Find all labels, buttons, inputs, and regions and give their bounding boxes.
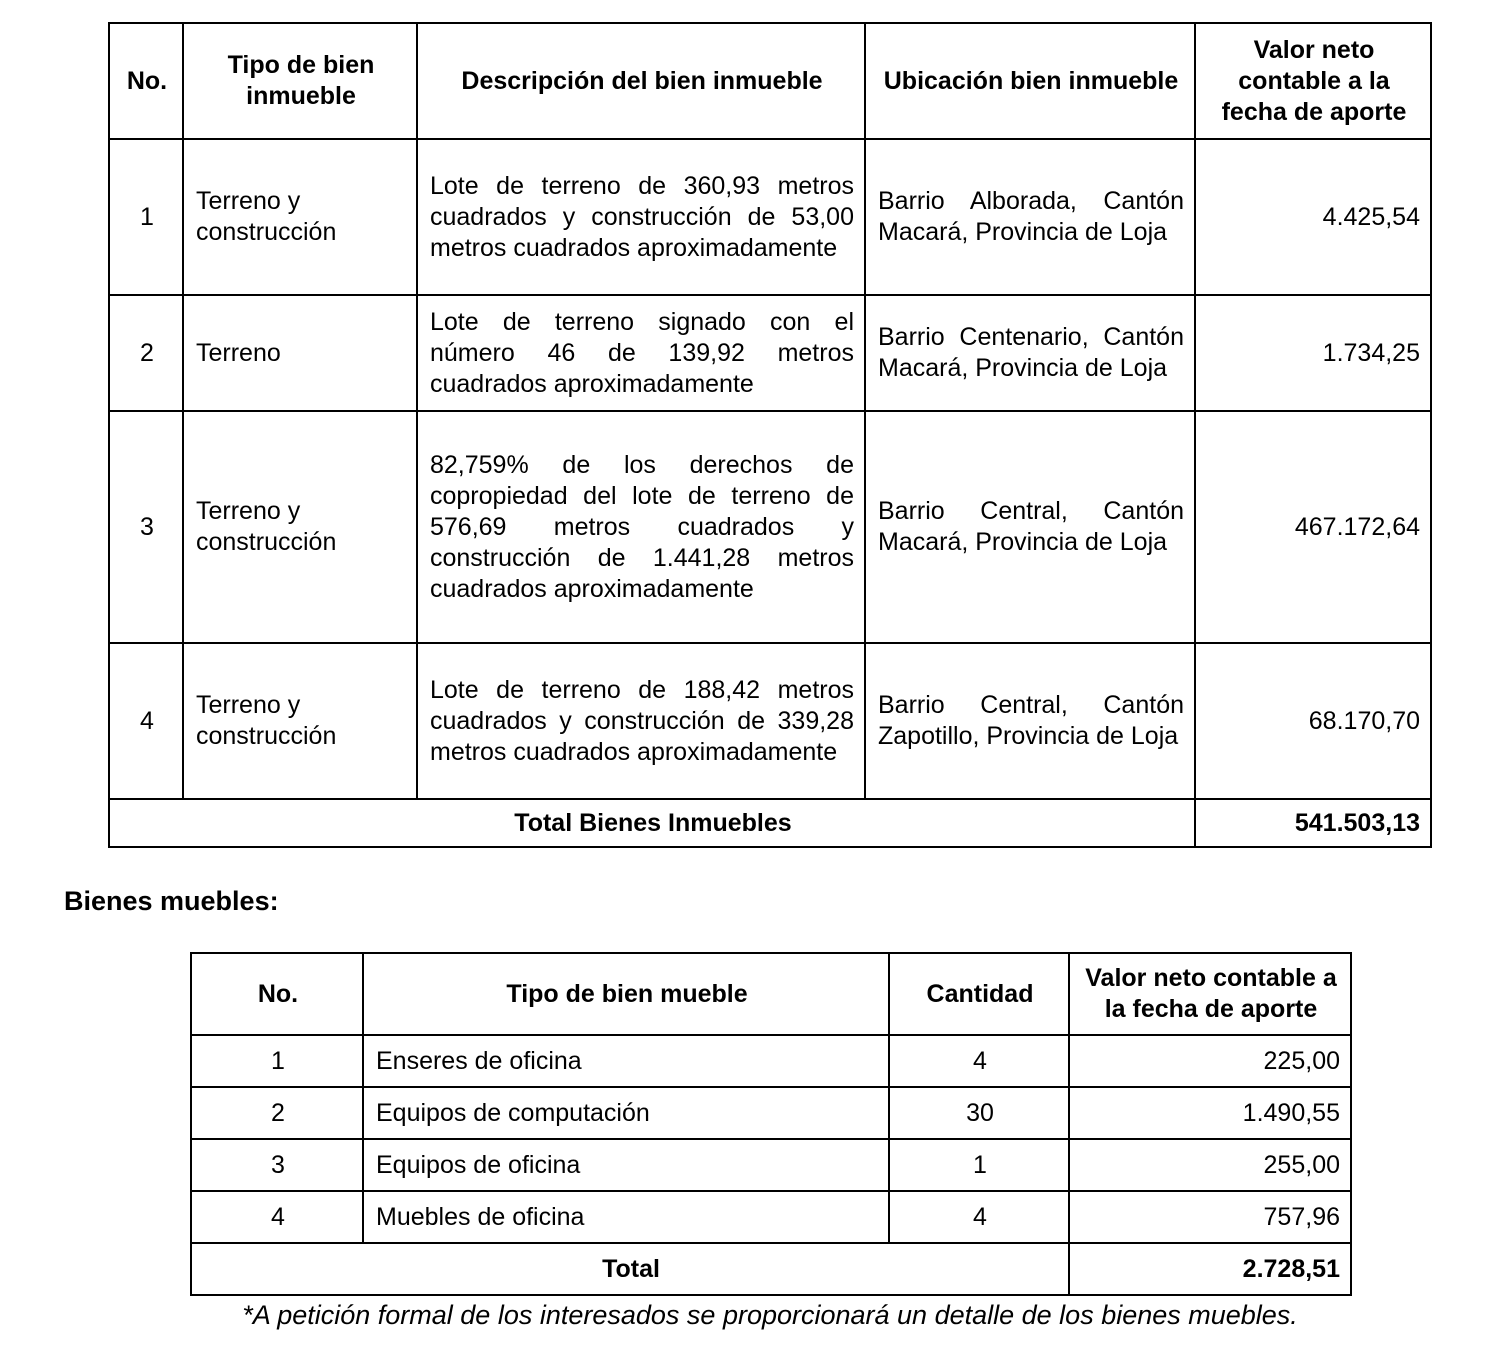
muebles-total-label: Total xyxy=(191,1243,1069,1295)
muebles-header-row xyxy=(191,953,1351,1035)
mueble-tipo: Equipos de computación xyxy=(363,1087,889,1139)
table-row xyxy=(109,411,1431,643)
inmueble-no: 3 xyxy=(109,411,183,643)
inmueble-ubicacion: Barrio Central, Cantón Zapotillo, Provincia de Loja xyxy=(865,643,1195,799)
mueble-valor: 225,00 xyxy=(1069,1035,1351,1087)
inmueble-descripcion: 82,759% de los derechos de copropiedad del lote de terreno de 576,69 metros cuadrados y construcción de 1.441,28 metros cuadrados aproximadamente xyxy=(417,411,865,643)
muebles-total-value: 2.728,51 xyxy=(1069,1243,1351,1295)
inmueble-ubicacion: Barrio Alborada, Cantón Macará, Provincia de Loja xyxy=(865,139,1195,295)
mueble-cantidad: 1 xyxy=(889,1139,1069,1191)
mueble-valor: 1.490,55 xyxy=(1069,1087,1351,1139)
inmuebles-header-descripcion: Descripción del bien inmueble xyxy=(417,23,865,139)
mueble-cantidad: 4 xyxy=(889,1035,1069,1087)
table-row xyxy=(109,295,1431,411)
mueble-valor: 757,96 xyxy=(1069,1191,1351,1243)
inmueble-valor: 467.172,64 xyxy=(1195,411,1431,643)
mueble-valor: 255,00 xyxy=(1069,1139,1351,1191)
mueble-no: 1 xyxy=(191,1035,363,1087)
inmueble-valor: 1.734,25 xyxy=(1195,295,1431,411)
inmueble-no: 4 xyxy=(109,643,183,799)
table-row xyxy=(191,1139,1351,1191)
inmueble-tipo: Terreno xyxy=(183,295,417,411)
muebles-header-cantidad: Cantidad xyxy=(889,953,1069,1035)
inmueble-ubicacion: Barrio Centenario, Cantón Macará, Provincia de Loja xyxy=(865,295,1195,411)
muebles-header-no: No. xyxy=(191,953,363,1035)
inmuebles-table xyxy=(108,22,1432,848)
inmueble-tipo: Terreno y construcción xyxy=(183,139,417,295)
inmueble-descripcion: Lote de terreno de 360,93 metros cuadrados y construcción de 53,00 metros cuadrados aproximadamente xyxy=(417,139,865,295)
inmuebles-header-valor: Valor neto contable a la fecha de aporte xyxy=(1195,23,1431,139)
table-row xyxy=(109,643,1431,799)
footnote: *A petición formal de los interesados se proporcionará un detalle de los bienes muebles. xyxy=(242,1300,1298,1330)
inmueble-descripcion: Lote de terreno de 188,42 metros cuadrados y construcción de 339,28 metros cuadrados aproximadamente xyxy=(417,643,865,799)
inmueble-no: 1 xyxy=(109,139,183,295)
inmuebles-header-row xyxy=(109,23,1431,139)
inmuebles-total-value: 541.503,13 xyxy=(1195,799,1431,847)
muebles-header-valor: Valor neto contable a la fecha de aporte xyxy=(1069,953,1351,1035)
inmueble-valor: 4.425,54 xyxy=(1195,139,1431,295)
muebles-header-tipo: Tipo de bien mueble xyxy=(363,953,889,1035)
inmueble-valor: 68.170,70 xyxy=(1195,643,1431,799)
mueble-tipo: Muebles de oficina xyxy=(363,1191,889,1243)
mueble-tipo: Equipos de oficina xyxy=(363,1139,889,1191)
muebles-total-row xyxy=(191,1243,1351,1295)
mueble-tipo: Enseres de oficina xyxy=(363,1035,889,1087)
mueble-no: 2 xyxy=(191,1087,363,1139)
mueble-cantidad: 4 xyxy=(889,1191,1069,1243)
inmuebles-header-no: No. xyxy=(109,23,183,139)
mueble-cantidad: 30 xyxy=(889,1087,1069,1139)
inmueble-no: 2 xyxy=(109,295,183,411)
muebles-heading: Bienes muebles: xyxy=(64,886,279,916)
table-row xyxy=(191,1035,1351,1087)
muebles-table xyxy=(190,952,1352,1296)
inmuebles-header-tipo: Tipo de bien inmueble xyxy=(183,23,417,139)
mueble-no: 3 xyxy=(191,1139,363,1191)
mueble-no: 4 xyxy=(191,1191,363,1243)
table-row xyxy=(191,1191,1351,1243)
inmueble-tipo: Terreno y construcción xyxy=(183,643,417,799)
inmueble-ubicacion: Barrio Central, Cantón Macará, Provincia de Loja xyxy=(865,411,1195,643)
table-row xyxy=(109,139,1431,295)
inmuebles-header-ubicacion: Ubicación bien inmueble xyxy=(865,23,1195,139)
inmueble-descripcion: Lote de terreno signado con el número 46 de 139,92 metros cuadrados aproximadamente xyxy=(417,295,865,411)
inmuebles-total-row xyxy=(109,799,1431,847)
inmuebles-total-label: Total Bienes Inmuebles xyxy=(109,799,1195,847)
inmueble-tipo: Terreno y construcción xyxy=(183,411,417,643)
table-row xyxy=(191,1087,1351,1139)
